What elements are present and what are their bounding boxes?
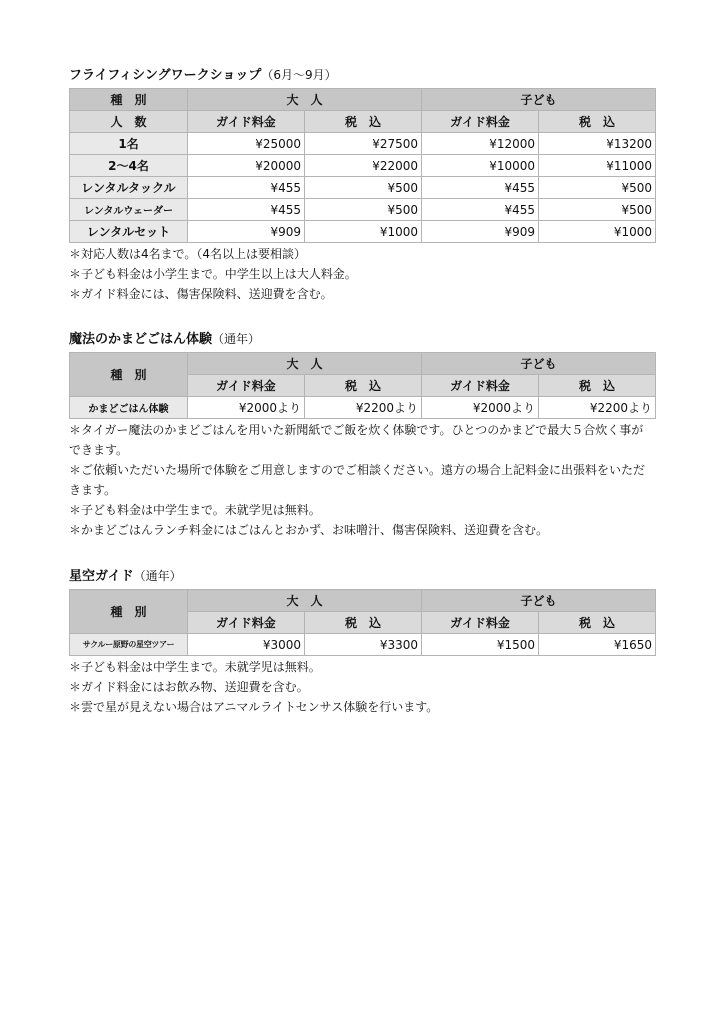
header-adult-guide-fee: ガイド料金 <box>188 612 305 634</box>
child-tax-incl: ¥500 <box>539 177 656 199</box>
header-child-guide-fee: ガイド料金 <box>422 375 539 397</box>
header-count: 人 数 <box>70 111 188 133</box>
header-child-tax-incl: 税 込 <box>539 111 656 133</box>
child-tax-incl: ¥13200 <box>539 133 656 155</box>
header-category: 種 別 <box>70 89 188 111</box>
child-tax-incl: ¥2200より <box>539 397 656 419</box>
header-adult-guide-fee: ガイド料金 <box>188 111 305 133</box>
adult-tax-incl: ¥27500 <box>305 133 422 155</box>
section-title-text: 星空ガイド <box>69 569 134 584</box>
section-period: （6月〜9月） <box>261 68 337 82</box>
section-period: （通年） <box>212 332 261 346</box>
adult-tax-incl: ¥3300 <box>305 634 422 656</box>
row-label: レンタルタックル <box>70 177 188 199</box>
adult-guide-fee: ¥455 <box>188 177 305 199</box>
header-child-tax-incl: 税 込 <box>539 375 656 397</box>
section-starry-sky <box>69 567 655 717</box>
price-table-kamado-gohan <box>69 352 656 419</box>
child-guide-fee: ¥12000 <box>422 133 539 155</box>
notes <box>69 244 655 304</box>
child-tax-incl: ¥1650 <box>539 634 656 656</box>
section-title <box>69 567 655 586</box>
header-child-guide-fee: ガイド料金 <box>422 111 539 133</box>
table-row <box>70 155 656 177</box>
header-child: 子ども <box>422 353 656 375</box>
table-row <box>70 221 656 243</box>
section-title <box>69 330 655 349</box>
table-row <box>70 634 656 656</box>
note: ＊雲で星が見えない場合はアニマルライトセンサス体験を行います。 <box>69 700 439 714</box>
row-label: レンタルセット <box>70 221 188 243</box>
header-child: 子ども <box>422 590 656 612</box>
section-title-text: フライフィシングワークショップ <box>69 68 262 83</box>
adult-tax-incl: ¥22000 <box>305 155 422 177</box>
note: ＊子ども料金は中学生まで。未就学児は無料。 <box>69 660 321 674</box>
header-adult-tax-incl: 税 込 <box>305 375 422 397</box>
notes <box>69 657 655 717</box>
child-tax-incl: ¥1000 <box>539 221 656 243</box>
adult-guide-fee: ¥2000より <box>188 397 305 419</box>
table-header-row <box>70 590 656 612</box>
adult-guide-fee: ¥455 <box>188 199 305 221</box>
header-adult: 大 人 <box>188 89 422 111</box>
note: ＊対応人数は4名まで。（4名以上は要相談） <box>69 247 307 261</box>
note: ＊ガイド料金にはお飲み物、送迎費を含む。 <box>69 680 309 694</box>
child-guide-fee: ¥455 <box>422 177 539 199</box>
note: ＊ご依頼いただいた場所で体験をご用意しますのでご相談ください。遠方の場合上記料金に出張料をいただきます。 <box>69 463 646 497</box>
section-title <box>69 66 655 85</box>
row-label: 2〜4名 <box>70 155 188 177</box>
adult-guide-fee: ¥3000 <box>188 634 305 656</box>
row-label: かまどごはん体験 <box>70 397 188 419</box>
table-row <box>70 199 656 221</box>
notes <box>69 420 655 540</box>
header-adult-tax-incl: 税 込 <box>305 612 422 634</box>
adult-tax-incl: ¥500 <box>305 177 422 199</box>
child-guide-fee: ¥10000 <box>422 155 539 177</box>
table-header-row <box>70 353 656 375</box>
adult-guide-fee: ¥25000 <box>188 133 305 155</box>
child-tax-incl: ¥11000 <box>539 155 656 177</box>
adult-tax-incl: ¥500 <box>305 199 422 221</box>
table-row <box>70 133 656 155</box>
note: ＊子ども料金は小学生まで。中学生以上は大人料金。 <box>69 267 357 281</box>
note: ＊タイガー魔法のかまどごはんを用いた新聞紙でご飯を炊く体験です。ひとつのかまどで最大５合炊く事ができます。 <box>69 423 644 457</box>
adult-tax-incl: ¥2200より <box>305 397 422 419</box>
header-category: 種 別 <box>70 353 188 397</box>
price-table-starry-sky <box>69 589 656 656</box>
section-period: （通年） <box>133 569 182 583</box>
table-header-row <box>70 89 656 111</box>
child-guide-fee: ¥2000より <box>422 397 539 419</box>
header-child-guide-fee: ガイド料金 <box>422 612 539 634</box>
header-adult: 大 人 <box>188 590 422 612</box>
adult-tax-incl: ¥1000 <box>305 221 422 243</box>
note: ＊かまどごはんランチ料金にはごはんとおかず、お味噌汁、傷害保険料、送迎費を含む。 <box>69 523 549 537</box>
child-tax-incl: ¥500 <box>539 199 656 221</box>
child-guide-fee: ¥909 <box>422 221 539 243</box>
price-table-fly-fishing <box>69 88 656 243</box>
header-adult: 大 人 <box>188 353 422 375</box>
header-category: 種 別 <box>70 590 188 634</box>
table-row <box>70 177 656 199</box>
note: ＊子ども料金は中学生まで。未就学児は無料。 <box>69 503 321 517</box>
row-label: 1名 <box>70 133 188 155</box>
section-kamado-gohan <box>69 330 655 540</box>
table-subheader-row <box>70 111 656 133</box>
row-label: レンタルウェーダー <box>70 199 188 221</box>
adult-guide-fee: ¥909 <box>188 221 305 243</box>
header-adult-guide-fee: ガイド料金 <box>188 375 305 397</box>
row-label: サクルー原野の星空ツアー <box>70 634 188 656</box>
section-title-text: 魔法のかまどごはん体験 <box>69 332 213 347</box>
header-child: 子ども <box>422 89 656 111</box>
header-child-tax-incl: 税 込 <box>539 612 656 634</box>
table-row <box>70 397 656 419</box>
adult-guide-fee: ¥20000 <box>188 155 305 177</box>
child-guide-fee: ¥455 <box>422 199 539 221</box>
child-guide-fee: ¥1500 <box>422 634 539 656</box>
header-adult-tax-incl: 税 込 <box>305 111 422 133</box>
section-fly-fishing <box>69 66 655 304</box>
note: ＊ガイド料金には、傷害保険料、送迎費を含む。 <box>69 287 333 301</box>
